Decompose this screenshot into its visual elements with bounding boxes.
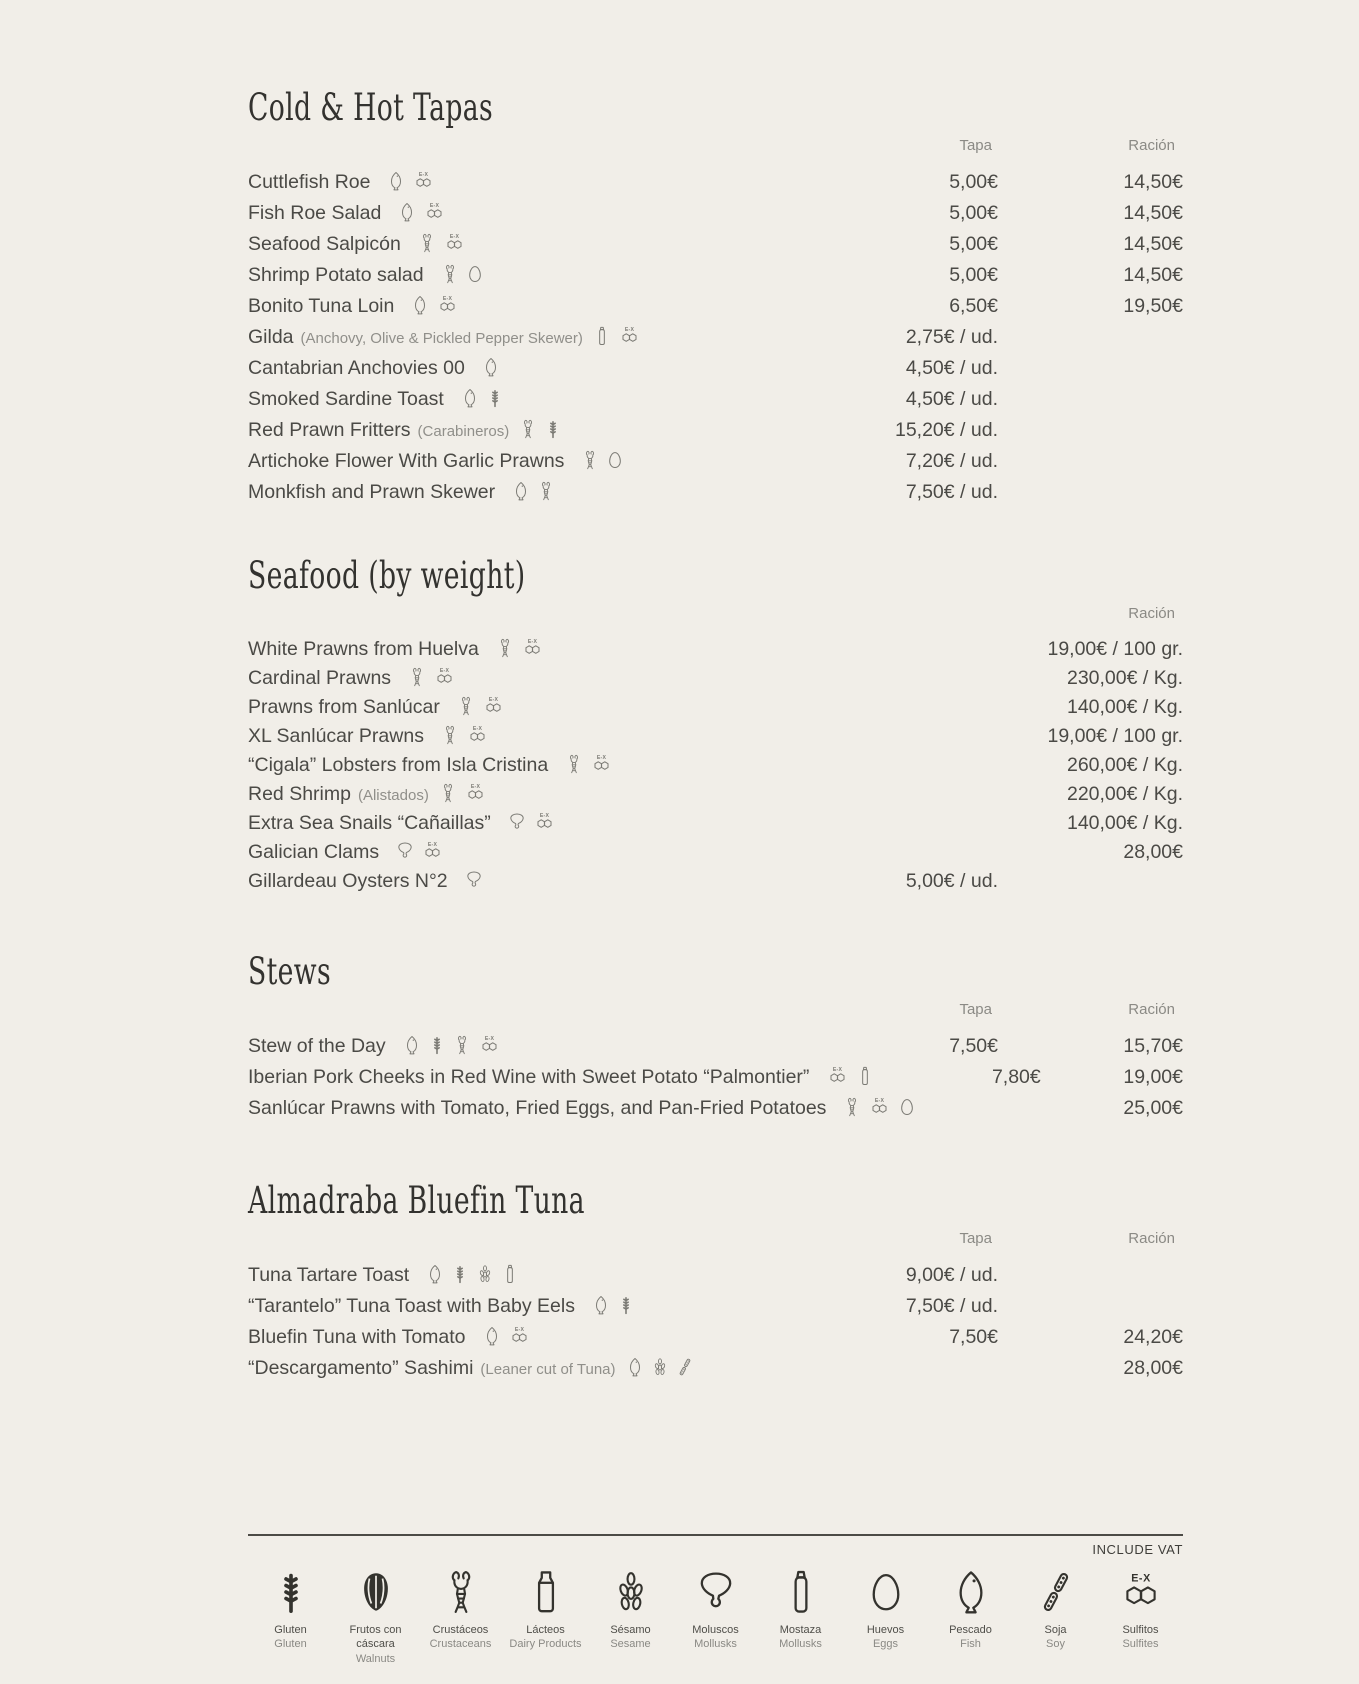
tapa-column-header: Tapa — [959, 137, 992, 154]
menu-items — [248, 167, 1183, 508]
gluten-icon — [427, 1034, 447, 1056]
item-price-tapa: 7,20€ / ud. — [905, 450, 998, 472]
legend-item-sesame — [588, 1569, 673, 1666]
item-price-racion: 28,00€ — [1123, 841, 1183, 863]
fish-icon — [410, 294, 430, 316]
sulfites-icon — [520, 637, 545, 659]
egg-icon — [465, 263, 485, 285]
table-row — [248, 1322, 1183, 1353]
item-allergens — [407, 666, 457, 688]
item-allergens — [460, 387, 505, 409]
sulfites-icon — [1118, 1569, 1164, 1615]
sulfites-icon — [617, 325, 642, 347]
item-price-racion: 14,50€ — [1123, 202, 1183, 224]
mustard-icon — [592, 325, 612, 347]
price-column-headers — [248, 136, 1183, 155]
menu-items — [248, 1260, 1183, 1384]
legend-icon — [608, 1569, 654, 1615]
item-allergens — [511, 480, 556, 502]
crustacean-icon — [438, 782, 458, 804]
item-name: Gilda — [248, 326, 294, 348]
price-column-headers — [248, 604, 1183, 623]
soy-icon — [1033, 1569, 1079, 1615]
legend-icon — [693, 1569, 739, 1615]
crustacean-icon — [495, 637, 515, 659]
crustacean-icon — [452, 1034, 472, 1056]
item-price-racion: 19,50€ — [1123, 295, 1183, 317]
allergen-name-en: Crustaceans — [429, 1638, 492, 1651]
item-name: “Cigala” Lobsters from Isla Cristina — [248, 754, 549, 776]
table-row — [248, 635, 1183, 664]
table-row — [248, 415, 1183, 446]
racion-column-header: Ración — [1128, 1001, 1175, 1018]
legend-item-fish — [928, 1569, 1013, 1666]
footer-divider — [248, 1534, 1183, 1536]
item-name: Cantabrian Anchovies 00 — [248, 357, 465, 379]
mollusk-icon — [693, 1569, 739, 1615]
sulfites-icon — [477, 1034, 502, 1056]
item-allergens — [580, 449, 625, 471]
allergen-name-en: Sulfites — [1122, 1638, 1159, 1651]
allergen-name-es: Pescado — [949, 1624, 992, 1636]
mustard-icon — [778, 1569, 824, 1615]
table-row — [248, 167, 1183, 198]
crustacean-icon — [580, 449, 600, 471]
fish-icon — [481, 356, 501, 378]
sulfites-icon — [589, 753, 614, 775]
crustacean-icon — [536, 480, 556, 502]
item-price-racion: 19,00€ / 100 gr. — [1047, 638, 1183, 660]
item-name: “Descargamento” Sashimi — [248, 1357, 474, 1379]
item-allergens — [464, 869, 484, 891]
table-row — [248, 693, 1183, 722]
fish-icon — [948, 1569, 994, 1615]
mollusk-icon — [507, 811, 527, 833]
item-price-tapa: 7,80€ — [991, 1066, 1041, 1088]
item-price-racion: 140,00€ / Kg. — [1066, 812, 1183, 834]
section-stews — [248, 952, 1183, 1124]
sulfites-icon — [825, 1065, 850, 1087]
item-price-racion: 230,00€ / Kg. — [1066, 667, 1183, 689]
item-allergens — [425, 1263, 520, 1285]
allergen-legend — [248, 1569, 1183, 1666]
sulfites-icon — [435, 294, 460, 316]
section-title: Stews — [248, 950, 332, 993]
item-name: Tuna Tartare Toast — [248, 1264, 410, 1286]
sulfites-icon — [442, 232, 467, 254]
table-row — [248, 867, 1183, 896]
sulfites-icon — [507, 1325, 532, 1347]
item-allergens — [495, 637, 545, 659]
item-name: Stew of the Day — [248, 1035, 386, 1057]
allergen-name-es: Sulfitos — [1122, 1624, 1159, 1636]
crustacean-icon — [518, 418, 538, 440]
item-allergens — [564, 753, 614, 775]
table-row — [248, 229, 1183, 260]
tapa-column-header: Tapa — [959, 1001, 992, 1018]
table-row — [248, 322, 1183, 353]
item-price-racion: 260,00€ / Kg. — [1066, 754, 1183, 776]
item-name: Seafood Salpicón — [248, 233, 401, 255]
item-allergens — [438, 782, 488, 804]
allergen-name-es: Soja — [1044, 1624, 1067, 1636]
table-row — [248, 809, 1183, 838]
item-price-tapa: 9,00€ / ud. — [905, 1264, 998, 1286]
table-row — [248, 260, 1183, 291]
item-price-tapa: 6,50€ — [949, 295, 998, 317]
racion-column-header: Ración — [1128, 137, 1175, 154]
gluten-icon — [616, 1294, 636, 1316]
milk-icon — [523, 1569, 569, 1615]
sesame-icon — [475, 1263, 495, 1285]
table-row — [248, 384, 1183, 415]
fish-icon — [386, 170, 406, 192]
allergen-name-es: Crustáceos — [432, 1624, 489, 1636]
table-row — [248, 446, 1183, 477]
allergen-name-es: Mostaza — [779, 1624, 822, 1636]
item-price-tapa: 7,50€ — [949, 1035, 998, 1057]
gluten-icon — [450, 1263, 470, 1285]
racion-column-header: Ración — [1128, 605, 1175, 622]
fish-icon — [425, 1263, 445, 1285]
item-name: Bluefin Tuna with Tomato — [248, 1326, 466, 1348]
crustacean-icon — [438, 1569, 484, 1615]
item-price-racion: 14,50€ — [1123, 233, 1183, 255]
item-allergens — [440, 724, 490, 746]
table-row — [248, 664, 1183, 693]
item-allergens — [591, 1294, 636, 1316]
item-note: (Leaner cut of Tuna) — [480, 1361, 616, 1378]
item-name: Smoked Sardine Toast — [248, 388, 444, 410]
item-name: Prawns from Sanlúcar — [248, 696, 440, 718]
item-name: Shrimp Potato salad — [248, 264, 424, 286]
table-row — [248, 1031, 1183, 1062]
item-price-racion: 25,00€ — [1123, 1097, 1183, 1119]
item-name: Cuttlefish Roe — [248, 171, 371, 193]
item-allergens — [507, 811, 557, 833]
table-row — [248, 751, 1183, 780]
tapa-column-header — [783, 604, 998, 623]
item-name: Extra Sea Snails “Cañaillas” — [248, 812, 491, 834]
item-price-tapa: 2,75€ / ud. — [905, 326, 998, 348]
item-price-tapa: 7,50€ / ud. — [905, 1295, 998, 1317]
allergen-name-es: Frutos con cáscara — [349, 1624, 402, 1651]
gluten-icon — [543, 418, 563, 440]
table-row — [248, 1291, 1183, 1322]
legend-icon — [948, 1569, 994, 1615]
section-title: Cold & Hot Tapas — [248, 86, 494, 129]
fish-icon — [511, 480, 531, 502]
item-price-tapa: 5,00€ — [949, 264, 998, 286]
section-title: Seafood (by weight) — [248, 554, 526, 597]
crustacean-icon — [440, 263, 460, 285]
mollusk-icon — [395, 840, 415, 862]
item-price-tapa: 15,20€ / ud. — [894, 419, 998, 441]
table-row — [248, 477, 1183, 508]
item-allergens — [592, 325, 642, 347]
item-price-racion: 28,00€ — [1123, 1357, 1183, 1379]
price-column-headers — [248, 1229, 1183, 1248]
item-allergens — [482, 1325, 532, 1347]
fish-icon — [402, 1034, 422, 1056]
item-name: Galician Clams — [248, 841, 380, 863]
mustard-icon — [500, 1263, 520, 1285]
item-allergens — [417, 232, 467, 254]
legend-item-gluten — [248, 1569, 333, 1666]
item-allergens — [397, 201, 447, 223]
legend-icon — [353, 1569, 399, 1615]
item-name: Gillardeau Oysters N°2 — [248, 870, 448, 892]
item-name: White Prawns from Huelva — [248, 638, 479, 660]
table-row — [248, 198, 1183, 229]
item-note: (Anchovy, Olive & Pickled Pepper Skewer) — [300, 330, 583, 347]
item-note: (Carabineros) — [417, 423, 510, 440]
sulfites-icon — [422, 201, 447, 223]
item-name: Red Prawn Fritters — [248, 419, 411, 441]
item-price-racion: 14,50€ — [1123, 264, 1183, 286]
allergen-name-en: Mollusks — [694, 1638, 737, 1651]
item-price-racion: 19,00€ — [1123, 1066, 1183, 1088]
legend-item-soy — [1013, 1569, 1098, 1666]
price-column-headers — [248, 1000, 1183, 1019]
item-name: XL Sanlúcar Prawns — [248, 725, 424, 747]
sulfites-icon — [432, 666, 457, 688]
sulfites-icon — [867, 1096, 892, 1118]
item-price-racion: 220,00€ / Kg. — [1066, 783, 1183, 805]
allergen-name-en: Sesame — [610, 1638, 651, 1651]
item-allergens — [386, 170, 436, 192]
egg-icon — [605, 449, 625, 471]
sesame-icon — [650, 1356, 670, 1378]
allergen-name-en: Walnuts — [355, 1652, 396, 1665]
table-row — [248, 1353, 1183, 1384]
allergen-name-en: Gluten — [274, 1638, 307, 1651]
allergen-name-es: Gluten — [274, 1624, 307, 1636]
legend-item-sulfites — [1098, 1569, 1183, 1666]
legend-icon — [1118, 1569, 1164, 1615]
item-price-racion: 24,20€ — [1123, 1326, 1183, 1348]
crustacean-icon — [407, 666, 427, 688]
section-almadraba-bluefin-tuna — [248, 1181, 1183, 1384]
item-price-racion: 14,50€ — [1123, 171, 1183, 193]
sulfites-icon — [411, 170, 436, 192]
item-price-racion: 140,00€ / Kg. — [1066, 696, 1183, 718]
crustacean-icon — [417, 232, 437, 254]
item-name: Cardinal Prawns — [248, 667, 392, 689]
item-price-tapa: 4,50€ / ud. — [905, 357, 998, 379]
table-row — [248, 838, 1183, 867]
item-allergens — [440, 263, 485, 285]
item-allergens — [825, 1065, 875, 1087]
item-allergens — [395, 840, 445, 862]
item-allergens — [402, 1034, 502, 1056]
item-name: Iberian Pork Cheeks in Red Wine with Sweet Potato “Palmontier” — [248, 1066, 810, 1088]
section-title: Almadraba Bluefin Tuna — [248, 1179, 585, 1222]
item-price-tapa: 7,50€ — [949, 1326, 998, 1348]
gluten-icon — [268, 1569, 314, 1615]
item-price-racion: 19,00€ / 100 gr. — [1047, 725, 1183, 747]
item-price-tapa: 5,00€ / ud. — [905, 870, 998, 892]
legend-item-crustaceans — [418, 1569, 503, 1666]
sulfites-icon — [465, 724, 490, 746]
item-name: Red Shrimp — [248, 783, 351, 805]
legend-icon — [268, 1569, 314, 1615]
sulfites-icon — [420, 840, 445, 862]
allergen-name-en: Soy — [1046, 1638, 1065, 1651]
egg-icon — [897, 1096, 917, 1118]
fish-icon — [460, 387, 480, 409]
table-row — [248, 291, 1183, 322]
table-row — [248, 353, 1183, 384]
crustacean-icon — [440, 724, 460, 746]
allergen-name-es: Lácteos — [526, 1624, 565, 1636]
legend-item-mollusks — [673, 1569, 758, 1666]
fish-icon — [625, 1356, 645, 1378]
crustacean-icon — [842, 1096, 862, 1118]
allergen-name-en: Mollusks — [779, 1638, 822, 1651]
walnut-icon — [353, 1569, 399, 1615]
item-name: Monkfish and Prawn Skewer — [248, 481, 496, 503]
sulfites-icon — [481, 695, 506, 717]
legend-item-eggs — [843, 1569, 928, 1666]
allergen-name-es: Moluscos — [692, 1624, 739, 1636]
section-seafood-by-weight — [248, 556, 1183, 896]
mustard-icon — [855, 1065, 875, 1087]
fish-icon — [591, 1294, 611, 1316]
item-note: (Alistados) — [357, 787, 429, 804]
item-price-racion: 15,70€ — [1123, 1035, 1183, 1057]
menu-items — [248, 1031, 1183, 1124]
egg-icon — [863, 1569, 909, 1615]
sulfites-icon — [532, 811, 557, 833]
fish-icon — [397, 201, 417, 223]
legend-item-dairy — [503, 1569, 588, 1666]
item-allergens — [456, 695, 506, 717]
table-row — [248, 1093, 1183, 1124]
legend-icon — [438, 1569, 484, 1615]
item-allergens — [518, 418, 563, 440]
crustacean-icon — [456, 695, 476, 717]
allergen-name-en: Eggs — [872, 1638, 899, 1651]
legend-icon — [1033, 1569, 1079, 1615]
table-row — [248, 1062, 1183, 1093]
allergen-name-en: Dairy Products — [509, 1638, 582, 1651]
item-price-tapa: 5,00€ — [949, 233, 998, 255]
item-allergens — [842, 1096, 917, 1118]
allergen-name-es: Sésamo — [610, 1624, 651, 1636]
item-allergens — [410, 294, 460, 316]
item-price-tapa: 7,50€ / ud. — [905, 481, 998, 503]
table-row — [248, 780, 1183, 809]
item-name: Artichoke Flower With Garlic Prawns — [248, 450, 565, 472]
gluten-icon — [485, 387, 505, 409]
section-cold-hot-tapas — [248, 88, 1183, 508]
item-allergens — [481, 356, 501, 378]
item-price-tapa: 5,00€ — [949, 202, 998, 224]
soy-icon — [675, 1356, 695, 1378]
item-name: Sanlúcar Prawns with Tomato, Fried Eggs, and Pan-Fried Potatoes — [248, 1097, 827, 1119]
legend-icon — [778, 1569, 824, 1615]
allergen-name-es: Huevos — [866, 1624, 905, 1636]
legend-item-mustard — [758, 1569, 843, 1666]
legend-icon — [863, 1569, 909, 1615]
item-name: Fish Roe Salad — [248, 202, 382, 224]
sesame-icon — [608, 1569, 654, 1615]
legend-icon — [523, 1569, 569, 1615]
vat-note: INCLUDE VAT — [1092, 1542, 1183, 1557]
allergen-name-en: Fish — [960, 1638, 981, 1651]
tapa-column-header: Tapa — [959, 1230, 992, 1247]
item-name: “Tarantelo” Tuna Toast with Baby Eels — [248, 1295, 575, 1317]
racion-column-header: Ración — [1128, 1230, 1175, 1247]
item-name: Bonito Tuna Loin — [248, 295, 395, 317]
menu-items — [248, 635, 1183, 896]
item-allergens — [625, 1356, 695, 1378]
item-price-tapa: 4,50€ / ud. — [905, 388, 998, 410]
mollusk-icon — [464, 869, 484, 891]
table-row — [248, 1260, 1183, 1291]
item-price-tapa: 5,00€ — [949, 171, 998, 193]
table-row — [248, 722, 1183, 751]
sulfites-icon — [463, 782, 488, 804]
legend-item-walnuts — [333, 1569, 418, 1666]
crustacean-icon — [564, 753, 584, 775]
fish-icon — [482, 1325, 502, 1347]
